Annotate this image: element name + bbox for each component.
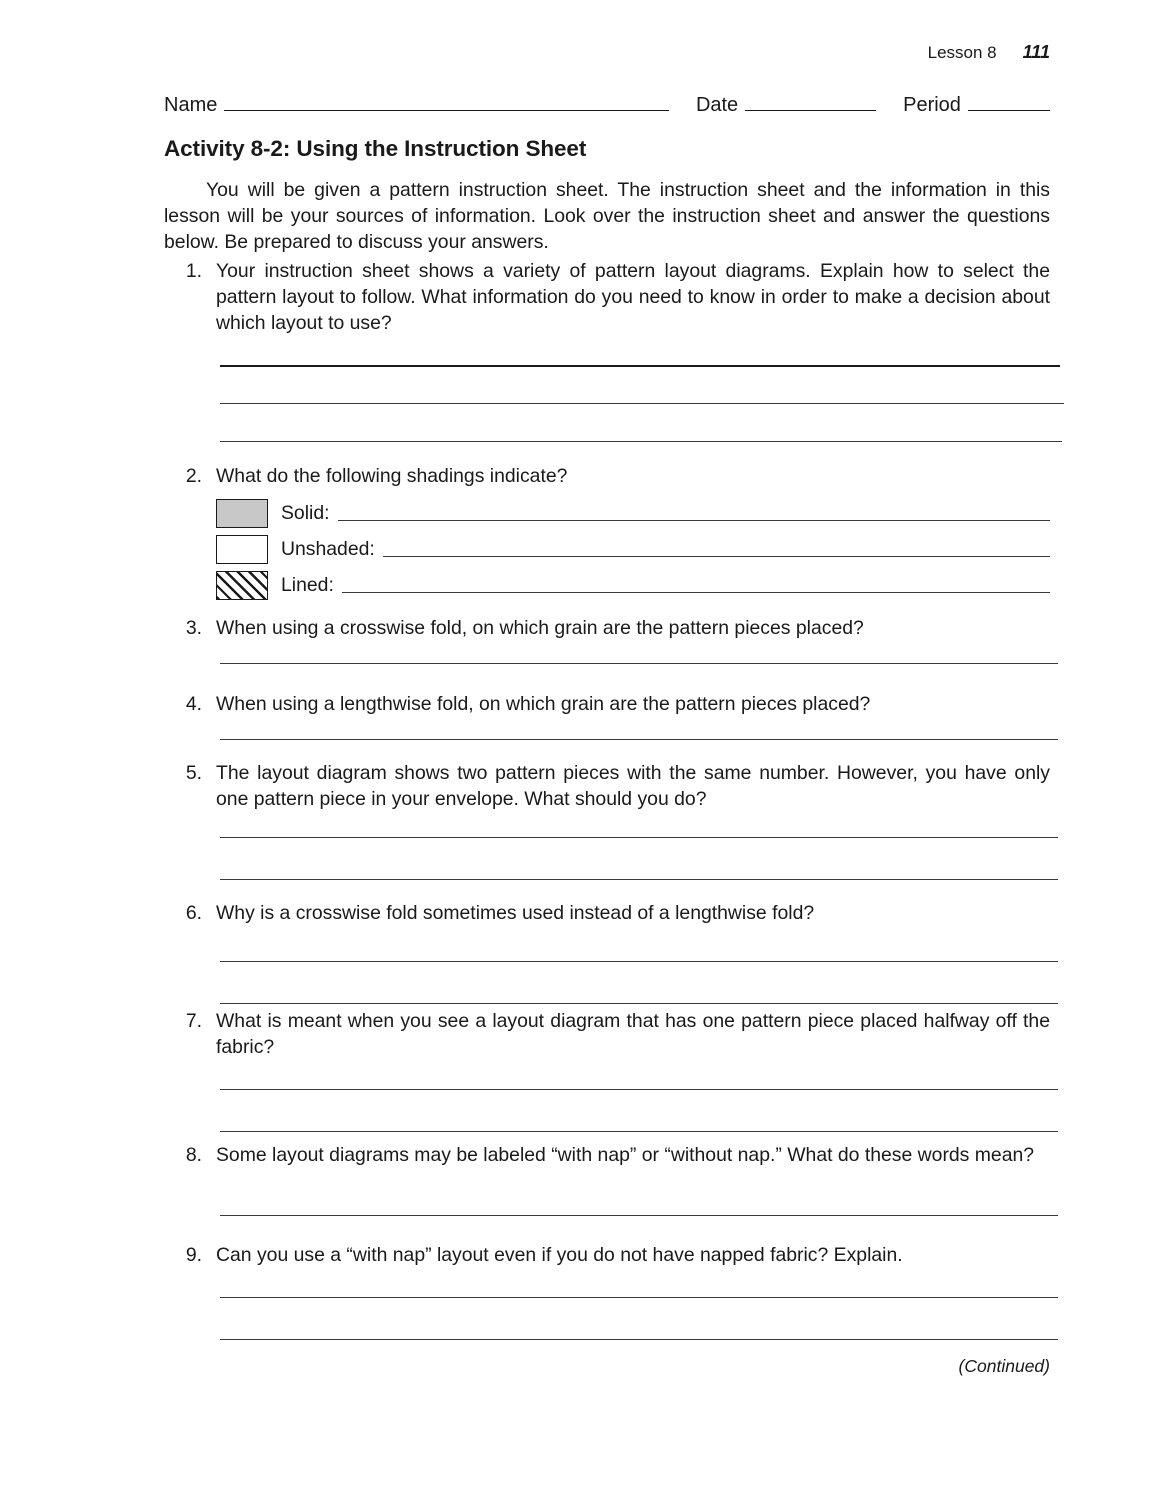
name-label: Name: [164, 94, 218, 116]
activity-title: Activity 8-2: Using the Instruction Sheet: [164, 136, 587, 161]
date-label: Date: [695, 94, 739, 116]
question-body: [216, 463, 1050, 603]
answer-rule[interactable]: [220, 961, 1058, 962]
question-text: Some layout diagrams may be labeled “with nap” or “without nap.” What do these words mean?: [216, 1144, 1035, 1166]
shading-label: Solid:: [281, 502, 330, 524]
question-text: Can you use a “with nap” layout even if you do not have napped fabric? Explain.: [216, 1244, 903, 1266]
shading-legend-row: [216, 531, 1050, 567]
answer-rule[interactable]: [220, 1297, 1058, 1298]
question-body: [216, 615, 1050, 641]
answer-rule[interactable]: [220, 1215, 1058, 1216]
question-body: [216, 1142, 1050, 1168]
question-number: 4.: [185, 693, 202, 715]
date-input-rule[interactable]: [745, 93, 876, 111]
question-number: 5.: [185, 762, 202, 784]
question-item: [164, 691, 1050, 717]
name-input-rule[interactable]: [224, 93, 669, 111]
shading-legend: [216, 495, 1050, 603]
question-text: When using a lengthwise fold, on which grain are the pattern pieces placed?: [216, 693, 871, 715]
answer-rule[interactable]: [220, 1089, 1058, 1090]
shading-legend-row: [216, 567, 1050, 603]
question-body: [216, 258, 1050, 336]
student-identification-line: [164, 93, 1050, 117]
question-item: [164, 900, 1050, 926]
question-text: The layout diagram shows two pattern pieces with the same number. However, you have only one pattern piece in your envelope. What should you do?: [216, 762, 1050, 810]
question-text: When using a crosswise fold, on which grain are the pattern pieces placed?: [216, 617, 864, 639]
answer-rule[interactable]: [220, 739, 1058, 740]
answer-rule[interactable]: [220, 879, 1058, 880]
question-body: [216, 760, 1050, 812]
answer-rule[interactable]: [220, 837, 1058, 838]
solid-gray-swatch: [216, 499, 268, 528]
question-text: Your instruction sheet shows a variety of pattern layout diagrams. Explain how to select the pattern layout to follow. What information do you need to know in order to make a decision about which layout to use?: [216, 260, 1050, 334]
answer-rule[interactable]: [220, 1003, 1058, 1004]
answer-rule[interactable]: [220, 663, 1058, 664]
question-text: Why is a crosswise fold sometimes used instead of a lengthwise fold?: [216, 902, 815, 924]
question-body: [216, 1008, 1050, 1060]
answer-rule[interactable]: [220, 403, 1064, 404]
period-input-rule[interactable]: [968, 93, 1050, 111]
question-number: 3.: [185, 617, 202, 639]
question-number: 9.: [185, 1244, 202, 1266]
question-item: [164, 258, 1050, 336]
answer-rule[interactable]: [220, 1131, 1058, 1132]
question-number: 2.: [185, 465, 202, 487]
shading-label: Lined:: [281, 574, 334, 596]
running-head-lesson: Lesson 8: [927, 43, 997, 62]
question-text: What do the following shadings indicate?: [216, 465, 568, 487]
question-number: 7.: [185, 1010, 202, 1032]
question-item: [164, 1242, 1050, 1268]
continued-footer: (Continued): [958, 1356, 1050, 1376]
activity-intro-paragraph: You will be given a pattern instruction sheet. The instruction sheet and the information in this lesson will be your sources of information. Look over the instruction sheet and answer the questions below. Be prepared to discuss your answers.: [164, 179, 1050, 253]
question-body: [216, 1242, 1050, 1268]
shading-answer-rule[interactable]: [383, 541, 1050, 557]
shading-answer-rule[interactable]: [342, 577, 1050, 593]
question-item: [164, 1008, 1050, 1060]
lined-hatched-swatch: [216, 571, 268, 600]
shading-label: Unshaded:: [281, 538, 375, 560]
answer-rule[interactable]: [220, 365, 1060, 367]
question-number: 1.: [185, 260, 202, 282]
period-label: Period: [903, 94, 961, 116]
answer-rule[interactable]: [220, 1339, 1058, 1340]
page-number: 111: [1022, 42, 1050, 62]
answer-rule[interactable]: [220, 441, 1062, 442]
running-head: [928, 42, 1050, 63]
question-item: [164, 615, 1050, 641]
unshaded-white-swatch: [216, 535, 268, 564]
question-item: [164, 760, 1050, 812]
shading-answer-rule[interactable]: [338, 505, 1050, 521]
question-number: 6.: [185, 902, 202, 924]
question-item: [164, 1142, 1050, 1168]
question-text: What is meant when you see a layout diagram that has one pattern piece placed halfway off the fabric?: [216, 1010, 1050, 1058]
question-body: [216, 691, 1050, 717]
question-number: 8.: [185, 1144, 202, 1166]
shading-legend-row: [216, 495, 1050, 531]
question-body: [216, 900, 1050, 926]
question-item: [164, 463, 1050, 603]
